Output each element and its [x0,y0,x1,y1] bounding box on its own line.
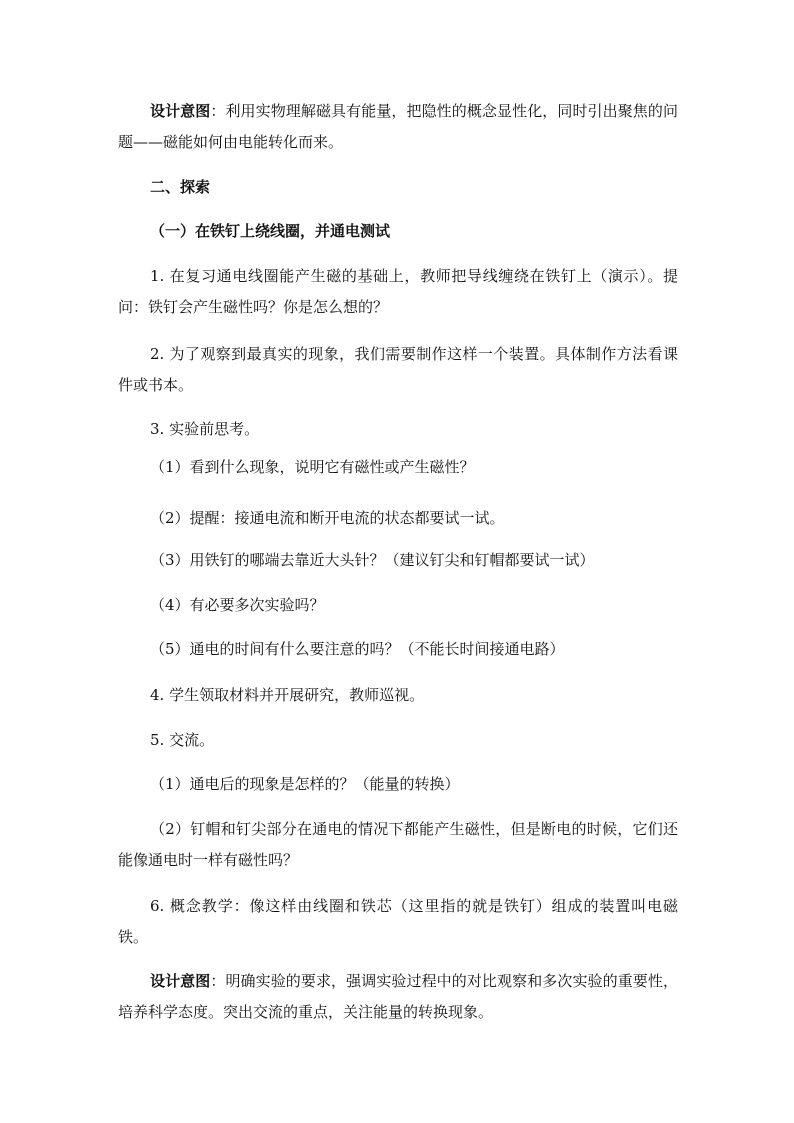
thinking-item-2: （2）提醒：接通电流和断开电流的状态都要试一试。 [150,509,505,527]
step-6: 6. 概念教学：像这样由线圈和铁芯（这里指的就是铁钉）组成的装置叫电磁铁。 [118,897,678,946]
thinking-item-1: （1）看到什么现象，说明它有磁性或产生磁性？ [150,458,475,476]
exchange-item-2: （2）钉帽和钉尖部分在通电的情况下都能产生磁性，但是断电的时候，它们还能像通电时一样有磁性吗？ [118,820,678,869]
exchange-item-1: （1）通电后的现象是怎样的？（能量的转换） [150,775,460,793]
design-intent-label-1: 设计意图 [150,102,211,120]
step-3: 3. 实验前思考。 [150,420,260,438]
step-4: 4. 学生领取材料并开展研究，教师巡视。 [150,686,425,704]
design-intent-text-1: ：利用实物理解磁具有能量，把隐性的概念显性化，同时引出聚焦的问题——磁能如何由电能转化而来。 [118,102,678,151]
design-intent-paragraph-1 [118,96,678,158]
design-intent-paragraph-2 [118,966,678,1028]
step-5: 5. 交流。 [150,731,215,749]
step-2: 2. 为了观察到最真实的现象，我们需要制作这样一个装置。具体制作方法看课件或书本。 [118,345,678,394]
thinking-item-4: （4）有必要多次实验吗？ [150,596,325,614]
subsection-title: （一）在铁钉上绕线圈，并通电测试 [150,222,391,240]
design-intent-text-2: ：明确实验的要求，强调实验过程中的对比观察和多次实验的重要性，培养科学态度。突出交流的重点，关注能量的转换现象。 [118,972,678,1021]
step-1: 1. 在复习通电线圈能产生磁的基础上，教师把导线缠绕在铁钉上（演示）。提问：铁钉会产生磁性吗？你是怎么想的？ [118,267,678,316]
design-intent-label-2: 设计意图 [150,972,211,990]
section-title: 二、探索 [150,178,211,196]
thinking-item-3: （3）用铁钉的哪端去靠近大头针？（建议钉尖和钉帽都要试一试） [150,551,595,569]
thinking-item-5: （5）通电的时间有什么要注意的吗？（不能长时间接通电路） [150,640,565,658]
